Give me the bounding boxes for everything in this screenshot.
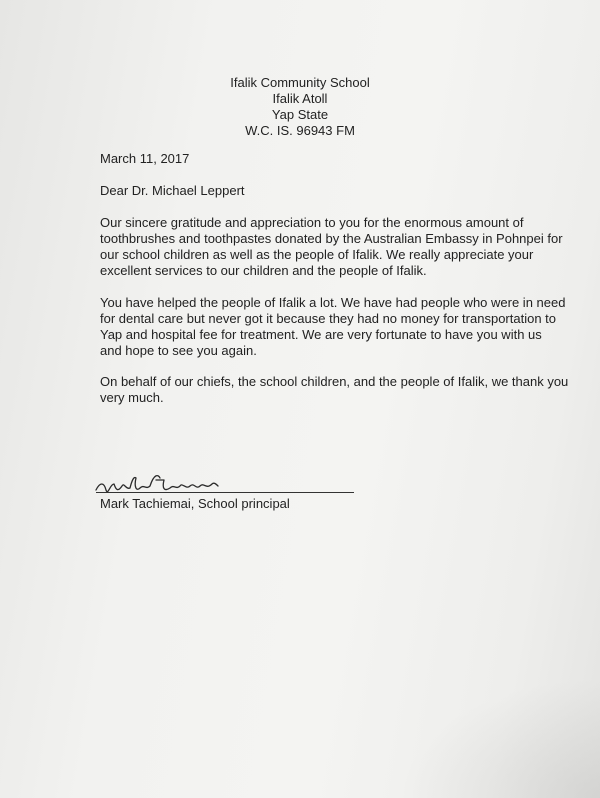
paragraph-dental-care [100, 295, 565, 359]
paragraph-line: You have helped the people of Ifalik a lot. We have had people who were in need [100, 295, 566, 310]
paragraph-thanks [100, 374, 568, 406]
letterhead-postal-code: W.C. IS. 96943 FM [245, 123, 355, 138]
paragraph-line: Yap and hospital fee for treatment. We are very fortunate to have you with us [100, 327, 542, 342]
paper-shadow [400, 678, 600, 798]
signature-line [96, 492, 354, 493]
paragraph-line: On behalf of our chiefs, the school children, and the people of Ifalik, we thank you [100, 374, 569, 389]
paragraph-line: Our sincere gratitude and appreciation to you for the enormous amount of [100, 215, 524, 230]
letterhead-atoll: Ifalik Atoll [272, 91, 328, 106]
letterhead-school-name: Ifalik Community School [230, 75, 370, 90]
paragraph-line: excellent services to our children and the people of Ifalik. [100, 263, 427, 278]
salutation: Dear Dr. Michael Leppert [100, 183, 245, 198]
paragraph-gratitude [100, 215, 563, 279]
letterhead [200, 75, 400, 139]
paragraph-line: our school children as well as the people of Ifalik. We really appreciate your [100, 247, 534, 262]
paragraph-line: very much. [100, 390, 164, 405]
paragraph-line: toothbrushes and toothpastes donated by the Australian Embassy in Pohnpei for [100, 231, 563, 246]
signer-name-title: Mark Tachiemai, School principal [100, 496, 290, 511]
paragraph-line: for dental care but never got it because they had no money for transportation to [100, 311, 557, 326]
letter-date: March 11, 2017 [100, 151, 190, 166]
paragraph-line: and hope to see you again. [100, 343, 257, 358]
letterhead-state: Yap State [271, 107, 329, 122]
